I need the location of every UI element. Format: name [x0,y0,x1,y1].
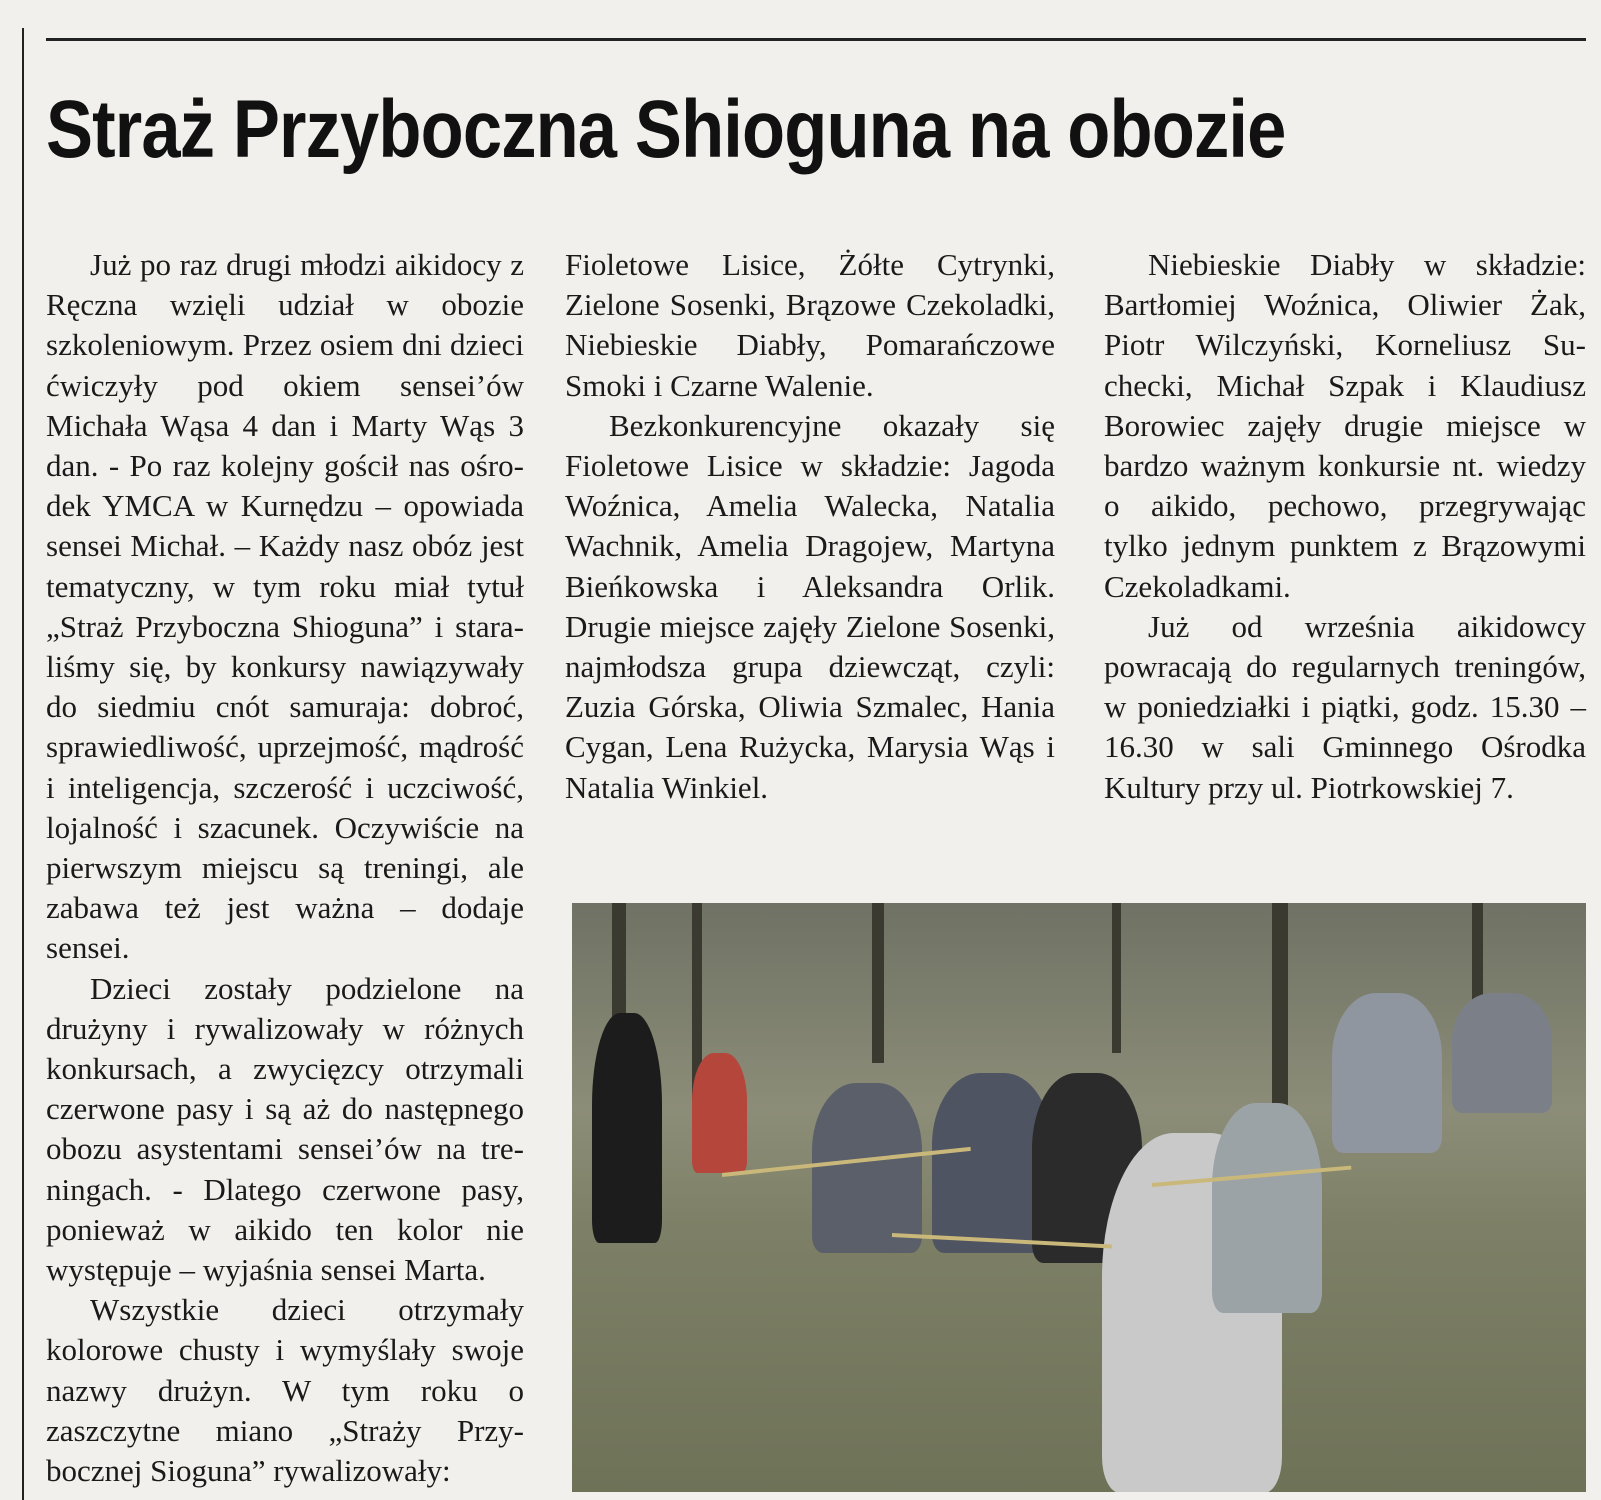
paragraph: Bezkonkurencyjne okazały się Fioletowe Lisice w składzie: Jagoda Woźnica, Amelia Walecka, Natalia Wachnik, Amelia Dragojew, Martyna Bieńkowska i Aleksandra Orlik. Drugie miejsce zajęły Zielone Sosenki, najmłodsza grupa dziewcząt, czyli: Zuzia Górska, Oliwia Szmalec, Hania Cygan, Lena Rużycka, Marysia Wąs i Natalia Winkiel. [565,407,1055,805]
paragraph: Już po raz drugi młodzi aikidocy z Ręczna wzięli udział w obozie szkoleniowym. Przez osiem dni dzieci ćwiczyły pod okiem sensei’ów Michała Wąsa 4 dan i Marty Wąs 3 dan. - Po raz kolejny gościł nas ośrodek YMCA w Kurnędzu – opowiada sensei Michał. – Każdy nasz obóz jest tematyczny, w tym roku miał tytuł „Straż Przyboczna Shioguna” i staraliśmy się, by konkursy nawiązywały do siedmiu cnót samuraja: dobroć, sprawiedliwość, uprzejmość, mądrość i inteligencja, szczerość i uczciwość, lojalność i szacunek. Oczywiście na pierwszym miejscu są treningi, ale zabawa też jest ważna – dodaje sensei. [46,247,524,966]
article-column-1 [46,245,524,1491]
headline: Straż Przyboczna Shioguna na obozie [46,84,1286,175]
article-column-2 [565,245,1055,808]
paragraph: Fioletowe Lisice, Żółte Cytrynki, Zielone Sosenki, Brązowe Czekoladki, Niebieskie Diabły, Pomarańczowe Smoki i Czarne Walenie. [565,247,1055,403]
article-photo [572,903,1586,1492]
article-column-3 [1104,245,1586,808]
paragraph: Wszystkie dzieci otrzymały kolorowe chusty i wymyślały swoje nazwy drużyn. W tym roku o zaszczytne miano „Straży Przybocznej Sioguna” rywalizowały: [46,1292,524,1489]
paragraph: Już od września aikidowcy powracają do regularnych treningów, w poniedziałki i piątki, godz. 15.30 – 16.30 w sali Gminnego Ośrodka Kultury przy ul. Piotrkowskiej 7. [1104,608,1586,805]
paragraph: Dzieci zostały podzielone na drużyny i rywalizowały w różnych konkursach, a zwycięzcy otrzymali czerwone pasy i są aż do następnego obozu asystentami sensei’ów na treningach. - Dlatego czerwone pasy, ponieważ w aikido ten kolor nie występuje – wyjaśnia sensei Marta. [46,970,524,1288]
paragraph: Niebieskie Diabły w składzie: Bartłomiej Woźnica, Oliwier Żak, Piotr Wilczyński, Korneliusz Suchecki, Michał Szpak i Klaudiusz Borowiec zajęły drugie miejsce w bardzo ważnym konkursie nt. wiedzy o aikido, pechowo, przegrywając tylko jednym punktem z Brązowymi Czekoladkami. [1104,247,1586,604]
column-rule [22,28,24,1500]
top-rule [46,38,1586,41]
